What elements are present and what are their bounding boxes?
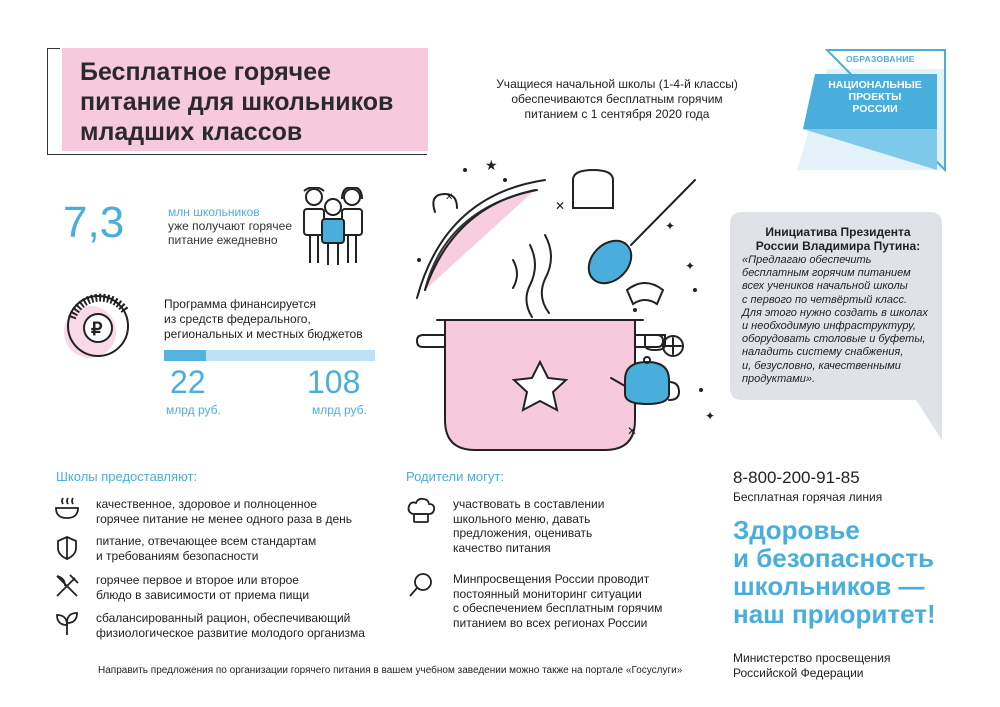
quote-body xyxy=(742,254,936,386)
parents-item-line: питанием во всех регионах России xyxy=(453,615,648,630)
title-line: питание для школьников xyxy=(80,88,394,116)
parents-item xyxy=(453,497,604,555)
quote-line: с первого по четвёртый класс. xyxy=(742,293,907,306)
financing-line: региональных и местных бюджетов xyxy=(164,327,363,341)
schools-item-line: и требованиям безопасности xyxy=(96,548,259,563)
title-frame-underline xyxy=(47,154,427,155)
financing-line: Программа финансируется xyxy=(164,297,316,311)
parents-heading: Родители могут: xyxy=(406,469,504,484)
logo-line: РОССИИ xyxy=(852,103,898,115)
quote-heading xyxy=(748,225,928,253)
slogan-line: Здоровье xyxy=(733,515,860,545)
subtitle-line: обеспечиваются бесплатным горячим xyxy=(511,92,723,106)
financing-label xyxy=(164,297,384,342)
svg-text:✕: ✕ xyxy=(445,192,454,203)
pot-illustration xyxy=(405,150,725,460)
financing-line: из средств федерального, xyxy=(164,312,311,326)
students-line: уже получают горячее xyxy=(168,219,292,233)
schools-item xyxy=(96,611,365,640)
schools-item-line: сбалансированный рацион, обеспечивающий xyxy=(96,611,351,625)
hotline-phone: 8-800-200-91-85 xyxy=(733,468,860,487)
federal-value: 22 xyxy=(170,364,206,400)
quote-heading-line: Инициатива Президента xyxy=(765,225,911,239)
logo-main-text xyxy=(815,79,935,115)
parents-item-line: постоянный мониторинг ситуации xyxy=(453,586,642,601)
logo-line: НАЦИОНАЛЬНЫЕ xyxy=(828,79,922,91)
students-count: 7,3 xyxy=(63,198,125,247)
quote-line: Для этого нужно создать в школах xyxy=(742,306,928,319)
ministry-line: Министерство просвещения xyxy=(733,651,891,665)
parents-item-line: качество питания xyxy=(453,540,551,555)
quote-line: наладить систему снабжения, xyxy=(742,346,904,359)
slogan-line: наш приоритет! xyxy=(733,599,936,629)
hotline-label: Бесплатная горячая линия xyxy=(733,490,883,504)
slogan-line: школьников — xyxy=(733,571,925,601)
fork-knife-icon xyxy=(54,573,80,599)
subtitle-line: Учащиеся начальной школы (1-4-й классы) xyxy=(496,77,738,91)
schools-item-line: питание, отвечающее всем стандартам xyxy=(96,534,317,548)
schools-item-line: физиологическое развитие молодого организма xyxy=(96,625,365,640)
regional-value: 108 xyxy=(307,364,361,400)
quote-line: «Предлагаю обеспечить xyxy=(742,254,872,266)
students-unit: млн школьников xyxy=(168,205,260,219)
logo-line: ПРОЕКТЫ xyxy=(848,91,902,103)
schools-heading: Школы предоставляют: xyxy=(56,469,198,484)
svg-text:✕: ✕ xyxy=(627,424,638,438)
subtitle-line: питанием с 1 сентября 2020 года xyxy=(524,107,710,121)
schools-item xyxy=(96,497,352,526)
quote-line: всех учеников начальной школы xyxy=(742,280,908,293)
parents-item xyxy=(453,572,662,630)
svg-text:✦: ✦ xyxy=(665,219,676,233)
quote-heading-line: России Владимира Путина: xyxy=(755,239,921,253)
page-title xyxy=(80,57,420,147)
students-line: питание ежедневно xyxy=(168,233,278,247)
students-label xyxy=(168,205,308,247)
regional-unit: млрд руб. xyxy=(312,403,367,417)
title-line: младших классов xyxy=(80,118,303,146)
bowl-icon xyxy=(54,496,80,522)
schools-item xyxy=(96,573,309,602)
chef-hat-icon xyxy=(406,496,436,526)
ministry-name xyxy=(733,651,890,681)
quote-line: оборудовать столовые и буфеты, xyxy=(742,333,926,346)
footer-note: Направить предложения по организации горячего питания в вашем учебном заведении можно также на портале «Госуслуги» xyxy=(98,665,683,676)
title-frame xyxy=(47,48,60,155)
schools-item xyxy=(96,534,316,563)
ministry-line: Российской Федерации xyxy=(733,666,864,680)
slogan-line: и безопасность xyxy=(733,543,934,573)
quote-line: бесплатным горячим питанием xyxy=(742,267,911,280)
financing-bar xyxy=(164,350,375,361)
schools-item-line: качественное, здоровое и полноценное xyxy=(96,497,317,511)
ruble-coin-icon xyxy=(52,292,142,362)
title-line: Бесплатное горячее xyxy=(80,58,332,86)
parents-item-line: участвовать в составлении xyxy=(453,497,605,511)
quote-line: и, безусловно, качественными xyxy=(742,359,901,372)
parents-item-line: предложения, оценивать xyxy=(453,526,593,540)
schools-item-line: горячее питание не менее одного раза в день xyxy=(96,511,353,526)
shield-icon xyxy=(54,535,80,561)
federal-unit: млрд руб. xyxy=(166,403,221,417)
financing-bar-fill xyxy=(164,350,206,361)
schools-item-line: горячее первое и второе или второе xyxy=(96,573,299,587)
svg-text:✕: ✕ xyxy=(555,199,566,213)
svg-text:★: ★ xyxy=(485,157,498,173)
slogan xyxy=(733,516,963,628)
logo-label: ОБРАЗОВАНИЕ xyxy=(846,54,915,64)
quote-line: и необходимую инфраструктуру, xyxy=(742,320,916,333)
sprout-icon xyxy=(54,611,80,637)
svg-text:₽: ₽ xyxy=(91,319,103,339)
parents-item-line: с обеспечением бесплатным горячим xyxy=(453,601,663,615)
magnifier-icon xyxy=(408,572,434,598)
parents-item-line: школьного меню, давать xyxy=(453,511,591,526)
schools-item-line: блюдо в зависимости от приема пищи xyxy=(96,587,310,602)
parents-item-line: Минпросвещения России проводит xyxy=(453,572,650,586)
svg-text:✦: ✦ xyxy=(685,259,696,273)
quote-line: продуктами». xyxy=(742,372,816,385)
students-group-icon xyxy=(298,187,370,267)
svg-text:✦: ✦ xyxy=(705,409,716,423)
page-subtitle xyxy=(467,77,767,122)
